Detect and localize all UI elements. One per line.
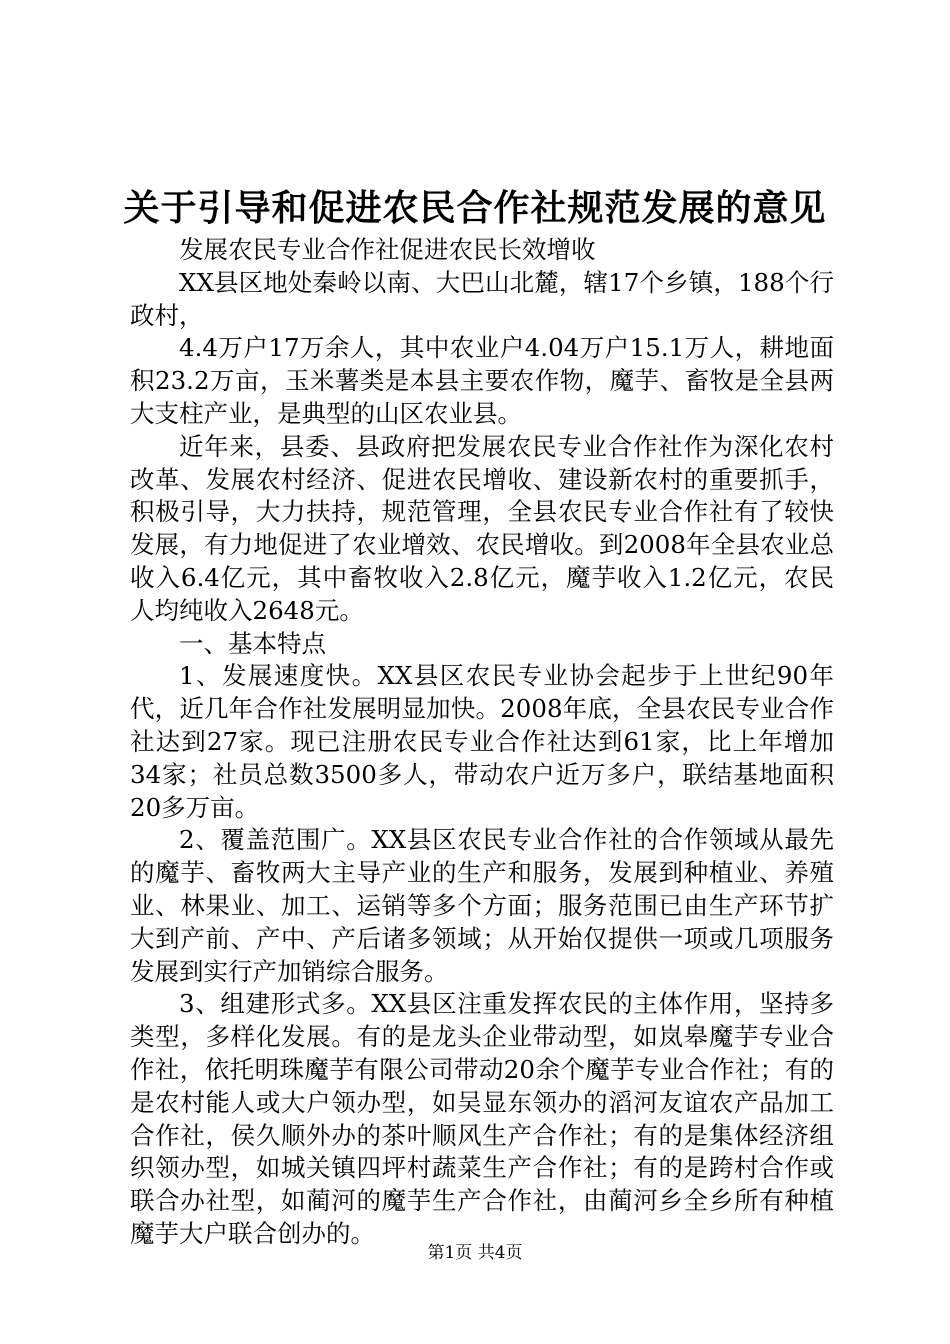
document-body xyxy=(130,234,834,1251)
section-heading: 一、基本特点 xyxy=(179,628,326,658)
paragraph: 3、组建形式多。XX县区注重发挥农民的主体作用，坚持多类型，多样化发展。有的是龙头企业带动型，如岚皋魔芋专业合作社，依托明珠魔芋有限公司带动20余个魔芋专业合作社；有的是农村能人或大户领办型，如吴显东领办的滔河友谊农产品加工合作社，侯久顺外办的茶叶顺风生产合作社；有的是集体经济组织领办型，如城关镇四坪村蔬菜生产合作社；有的是跨村合作或联合办社型，如蔺河的魔芋生产合作社，由蔺河乡全乡所有种植魔芋大户联合创办的。 xyxy=(130,989,834,1248)
paragraph-subtitle: 发展农民专业合作社促进农民长效增收 xyxy=(179,235,596,264)
paragraph: 2、覆盖范围广。XX县区农民专业合作社的合作领域从最先的魔芋、畜牧两大主导产业的生产和服务，发展到种植业、养殖业、林果业、加工、运销等多个方面；服务范围已由生产环节扩大到产前、产中、产后诸多领域；从开始仅提供一项或几项服务发展到实行产加销综合服务。 xyxy=(130,825,834,986)
page-number-footer: 第1页 共4页 xyxy=(427,1243,523,1263)
paragraph: XX县区地处秦岭以南、大巴山北麓，辖17个乡镇，188个行政村， xyxy=(130,267,834,330)
paragraph: 1、发展速度快。XX县区农民专业协会起步于上世纪90年代，近几年合作社发展明显加快。2008年底，全县农民专业合作社达到27家。现已注册农民专业合作社达到61家，比上年增加34家；社员总数3500多人，带动农户近万多户，联结基地面积20多万亩。 xyxy=(130,661,834,822)
paragraph: 4.4万户17万余人，其中农业户4.04万户15.1万人，耕地面积23.2万亩，玉米薯类是本县主要农作物，魔芋、畜牧是全县两大支柱产业，是典型的山区农业县。 xyxy=(130,333,834,428)
paragraph: 近年来，县委、县政府把发展农民专业合作社作为深化农村改革、发展农村经济、促进农民增收、建设新农村的重要抓手，积极引导，大力扶持，规范管理，全县农民专业合作社有了较快发展，有力地促进了农业增效、农民增收。到2008年全县农业总收入6.4亿元，其中畜牧收入2.8亿元，魔芋收入1.2亿元，农民人均纯收入2648元。 xyxy=(130,431,834,625)
document-title: 关于引导和促进农民合作社规范发展的意见 xyxy=(123,187,827,229)
